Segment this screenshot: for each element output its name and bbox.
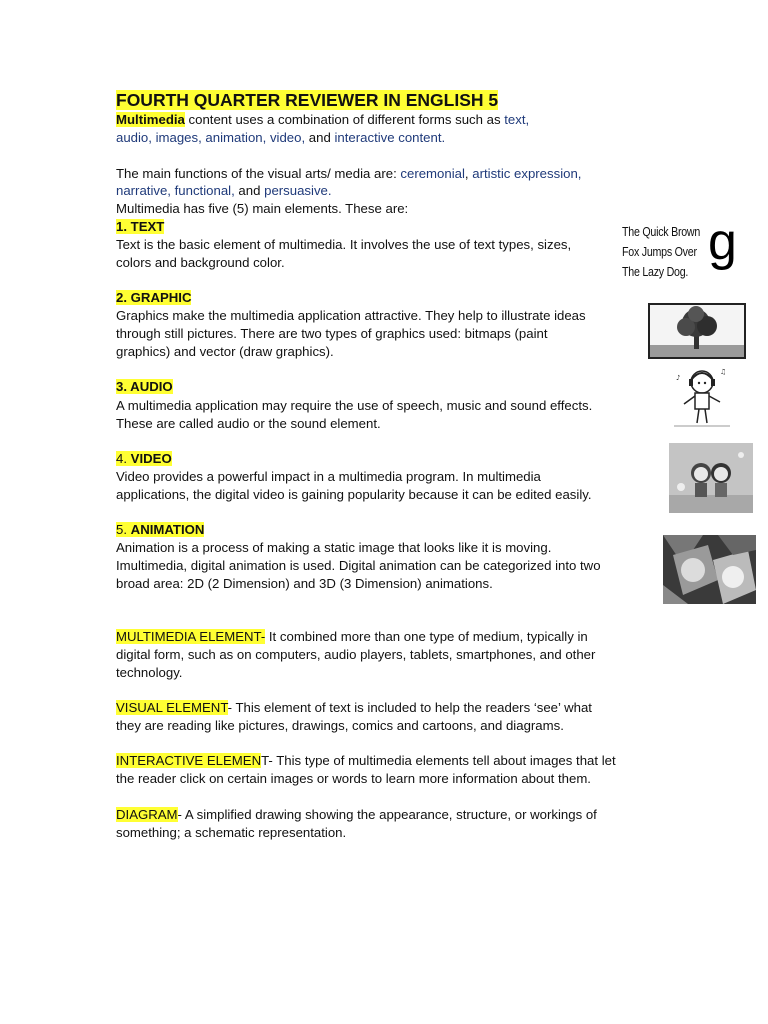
anime-characters-image [663, 535, 756, 604]
definition-line: they are reading like pictures, drawings, comics and cartoons, and diagrams. [116, 718, 564, 733]
section-text-line: A multimedia application may require the use of speech, music and sound effects. [116, 398, 593, 413]
intro-term: Multimedia [116, 112, 185, 127]
text-sample-image: The Quick Brown Fox Jumps Over The Lazy Dog. g [620, 220, 740, 286]
letter-g-glyph: g [708, 220, 737, 271]
definition-interactive-element: INTERACTIVE ELEMENT- This type of multimedia elements tell about images that let [116, 753, 616, 768]
section-heading-graphic: 2. GRAPHIC [116, 290, 192, 305]
svg-text:♪: ♪ [676, 374, 681, 382]
functions-line-1: The main functions of the visual arts/ media are: ceremonial, artistic expression, [116, 166, 582, 181]
functions-line-2: narrative, functional, and persuasive. [116, 183, 332, 198]
svg-text:♫: ♫ [720, 368, 727, 376]
section-text-line: Video provides a powerful impact in a multimedia program. In multimedia [116, 469, 541, 484]
section-text-line: colors and background color. [116, 255, 285, 270]
section-heading-text: 1. TEXT [116, 219, 165, 234]
section-text-line: through still pictures. There are two types of graphics used: bitmaps (paint [116, 326, 548, 341]
section-heading-audio: 3. AUDIO [116, 379, 173, 394]
page-title: FOURTH QUARTER REVIEWER IN ENGLISH 5 [116, 90, 499, 110]
definition-line: technology. [116, 665, 183, 680]
section-text-line: Imultimedia, digital animation is used. Digital animation can be categorized into two [116, 558, 601, 573]
intro-line-1: Multimedia content uses a combination of different forms such as text, [116, 112, 530, 127]
cartoon-boy-headphones-image [664, 366, 734, 430]
definition-diagram: DIAGRAM- A simplified drawing showing the appearance, structure, or workings of [116, 807, 597, 822]
elements-intro: Multimedia has five (5) main elements. These are: [116, 201, 409, 216]
section-heading-video: 4. VIDEO [116, 451, 172, 466]
definition-multimedia-element: MULTIMEDIA ELEMENT- It combined more than one type of medium, typically in [116, 629, 588, 644]
definition-line: the reader click on certain images or words to learn more information about them. [116, 771, 591, 786]
section-text-line: Animation is a process of making a static image that looks like it is moving. [116, 540, 552, 555]
definition-visual-element: VISUAL ELEMENT- This element of text is included to help the readers ‘see’ what [116, 700, 592, 715]
section-text-line: graphics) and vector (draw graphics). [116, 344, 334, 359]
section-text-line: applications, the digital video is gaining popularity because it can be edited easily. [116, 487, 592, 502]
tree-image [648, 303, 746, 359]
section-text-line: Text is the basic element of multimedia. It involves the use of text types, sizes, [116, 237, 572, 252]
cartoon-couple-image [669, 443, 753, 513]
section-text-line: These are called audio or the sound element. [116, 416, 381, 431]
definition-line: digital form, such as on computers, audio players, tablets, smartphones, and other [116, 647, 596, 662]
intro-line-2: audio, images, animation, video, and interactive content. [116, 130, 446, 145]
section-text-line: broad area: 2D (2 Dimension) and 3D (3 Dimension) animations. [116, 576, 493, 591]
section-heading-animation: 5. ANIMATION [116, 522, 205, 537]
section-text-line: Graphics make the multimedia application attractive. They help to illustrate ideas [116, 308, 586, 323]
definition-line: something; a schematic representation. [116, 825, 347, 840]
